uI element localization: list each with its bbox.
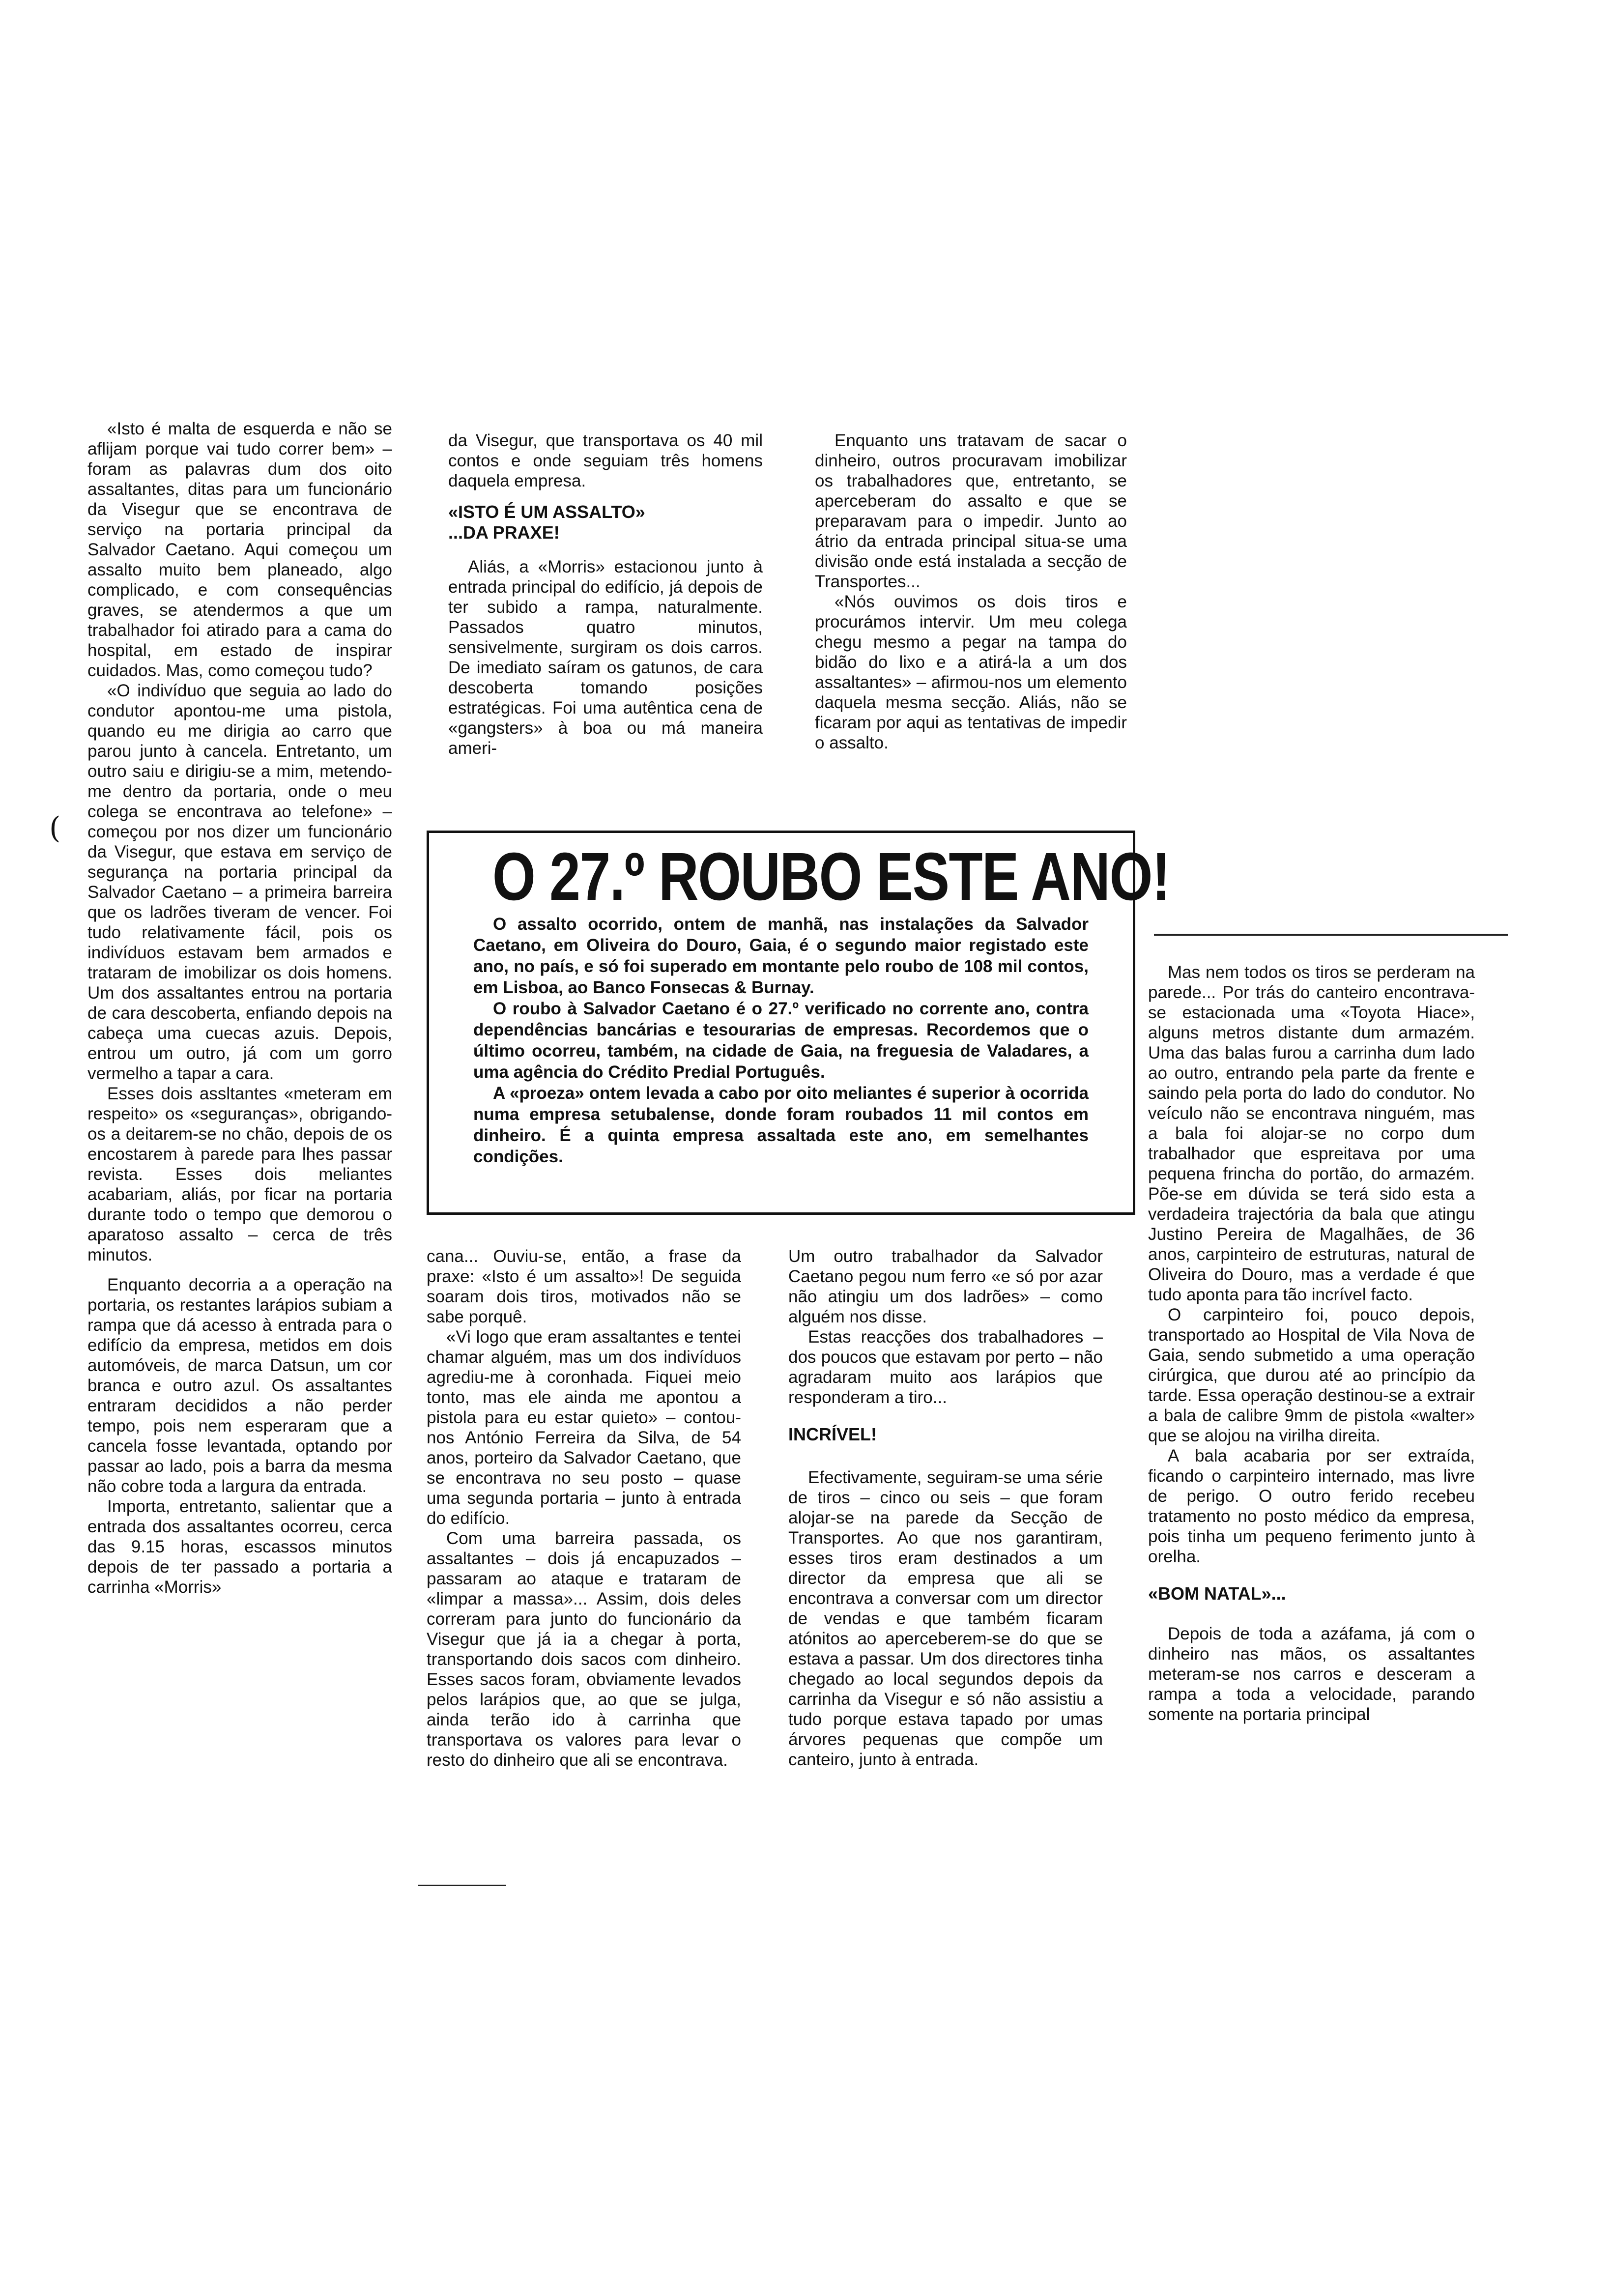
- lead-paragraph-2: O roubo à Salvador Caetano é o 27.º verificado no corrente ano, contra dependências bancárias e tesourarias de empresas. Recordemos que o último ocorreu, também, na cidade de Gaia, na freguesia de Valadares, a uma agência do Crédito Predial Português.: [473, 999, 1089, 1082]
- section-heading-incrivel: INCRÍVEL!: [788, 1424, 877, 1444]
- column-1: [87, 419, 392, 1597]
- col1-paragraph-5: Importa, entretanto, salientar que a entrada dos assaltantes ocorreu, cerca das 9.15 horas, escassos minutos depois de ter passado a portaria a carrinha «Morris»: [87, 1497, 392, 1597]
- col2b-paragraph-1: «Vi logo que eram assaltantes e tentei chamar alguém, mas um dos indivíduos agrediu-me à coronhada. Fiquei meio tonto, mas ele ainda me apontou a pistola para eu estar quieto» – contou-nos António Ferreira da Silva, de 54 anos, porteiro da Salvador Caetano, que se encontrava no seu posto – quase uma segunda portaria – junto à entrada do edifício.: [427, 1327, 741, 1528]
- col1-paragraph-3: Esses dois assltantes «meteram em respeito» os «seguranças», obrigando-os a deitarem-se no chão, depois de os encostarem à parede para lhes passar revista. Esses dois meliantes acabariam, aliás, por ficar na portaria durante todo o tempo que demorou o aparatoso assalto – cerca de três minutos.: [87, 1084, 392, 1264]
- column-2-top: [448, 430, 763, 758]
- col4-paragraph-0: Mas nem todos os tiros se perderam na parede... Por trás do canteiro encontrava-se estacionada uma «Toyota Hiace», alguns metros distante dum armazém. Uma das balas furou a carrinha dum lado ao outro, entrando pela parte da frente e saindo pela porta do lado do condutor. No veículo não se encontrava ninguém, mas a bala foi alojar-se no corpo dum trabalhador que espreitava por uma pequena frincha do portão, do armazém. Põe-se em dúvida se terá sido esta a verdadeira trajectória da bala que atingu Justino Pereira de Magalhães, de 36 anos, carpinteiro de estruturas, natural de Oliveira do Douro, mas a verdade é que tudo aponta para tão incrível facto.: [1148, 963, 1475, 1304]
- section-heading-bom-natal: «BOM NATAL»...: [1148, 1583, 1286, 1604]
- col4-paragraph-1: O carpinteiro foi, pouco depois, transportado ao Hospital de Vila Nova de Gaia, sendo submetido a uma operação cirúrgica, que durou até ao princípio da tarde. Essa operação destinou-se a extrair a bala de calibre 9mm de pistola «walter» que se alojou na virilha direita.: [1148, 1305, 1475, 1445]
- col2b-paragraph-2: Com uma barreira passada, os assaltantes – dois já encapuzados – passaram ao ataque e trataram de «limpar a massa»... Assim, dois deles correram para junto do funcionário da Visegur que já ia a chegar à porta, transportando dois sacos com dinheiro. Esses sacos foram, obviamente levados pelos larápios que, ao que se julga, ainda terão ido à carrinha que transportava os valores para levar o resto do dinheiro que ali se encontrava.: [427, 1529, 741, 1770]
- col3b-paragraph-0: Um outro trabalhador da Salvador Caetano pegou num ferro «e só por azar não atingiu um dos ladrões» – como alguém nos disse.: [788, 1247, 1103, 1326]
- headline: O 27.º ROUBO ESTE ANO!: [492, 839, 1170, 915]
- lead-text: [473, 914, 1089, 1167]
- col3b-paragraph-2: Efectivamente, seguiram-se uma série de tiros – cinco ou seis – que foram alojar-se na parede da Secção de Transportes. Ao que nos garantiram, esses tiros eram destinados a um director da empresa que ali se encontrava a conversar com um director de vendas e que também ficaram atónitos ao aperceberem-se do que se estava a passar. Um dos directores tinha chegado ao local segundos depois da carrinha da Visegur e só não assistiu a tudo porque estava tapado por umas árvores pequenas que compõe um canteiro, junto à entrada.: [788, 1468, 1103, 1769]
- section-heading-assalto-a: «ISTO É UM ASSALTO»: [448, 502, 645, 522]
- col3-paragraph-1: Enquanto uns tratavam de sacar o dinheiro, outros procuravam imobilizar os trabalhadores que, entretanto, se aperceberam do assalto e que se preparavam para o impedir. Junto ao átrio da entrada principal situa-se uma divisão onde está instalada a secção de Transportes...: [815, 431, 1127, 591]
- column-2-bottom: [427, 1246, 741, 1770]
- margin-bracket-mark: (: [49, 811, 61, 845]
- headline-box: [427, 831, 1170, 1215]
- col2-paragraph-1: Aliás, a «Morris» estacionou junto à entrada principal do edifício, já depois de ter subido a rampa, naturalmente. Passados quatro minutos, sensivelmente, surgiram os dois carros. De imediato saíram os gatunos, de cara descoberta tomando posições estratégicas. Foi uma autêntica cena de «gangsters» à boa ou má maneira ameri-: [448, 557, 763, 758]
- col4-paragraph-3: Depois de toda a azáfama, já com o dinheiro nas mãos, os assaltantes meteram-se nos carros e desceram a rampa a toda a velocidade, parando somente na portaria principal: [1148, 1624, 1475, 1724]
- col1-paragraph-2: «O indivíduo que seguia ao lado do condutor apontou-me uma pistola, quando eu me dirigia ao carro que parou junto à cancela. Entretanto, um outro saiu e dirigiu-se a mim, metendo-me dentro da portaria, onde o meu colega se encontrava ao telefone» – começou por nos dizer um funcionário da Visegur, que estava em serviço de segurança na portaria principal da Salvador Caetano – a primeira barreira que os ladrões tiveram de vencer. Foi tudo relativamente fácil, pois os indivíduos estavam bem armados e trataram de imobilizar os dois homens. Um dos assaltantes entrou na portaria de cara descoberta, enfiando depois na cabeça uma cuecas azuis. Depois, entrou um outro, já com um gorro vermelho a tapar a cara.: [87, 681, 392, 1083]
- column-3-bottom: [788, 1246, 1103, 1770]
- bottom-rule: [418, 1885, 506, 1886]
- lead-paragraph-3: A «proeza» ontem levada a cabo por oito meliantes é superior à ocorrida numa empresa setubalense, donde foram roubados 11 mil contos em dinheiro. É a quinta empresa assaltada este ano, em semelhantes condições.: [473, 1084, 1089, 1166]
- col1-paragraph-4: Enquanto decorria a a operação na portaria, os restantes larápios subiam a rampa que dá acesso à entrada para o edifício da empresa, metidos em dois automóveis, de marca Datsun, um cor branca e outro azul. Os assaltantes entraram decididos a não perder tempo, pois nem esperaram que a cancela fosse levantada, optando por passar ao lado, pois a barra da mesma não cobre toda a largura da entrada.: [87, 1275, 392, 1496]
- section-heading-assalto-b: ...DA PRAXE!: [448, 522, 560, 543]
- lead-paragraph-1: O assalto ocorrido, ontem de manhã, nas instalações da Salvador Caetano, em Oliveira do Douro, Gaia, é o segundo maior registado este ano, no país, e só foi superado em montante pelo roubo de 108 mil contos, em Lisboa, ao Banco Fonsecas & Burnay.: [473, 915, 1089, 997]
- column-3-top: [815, 430, 1127, 753]
- col1-paragraph-1: «Isto é malta de esquerda e não se aflijam porque vai tudo correr bem» – foram as palavras dum dos oito assaltantes, ditas para um funcionário da Visegur que se encontrava de serviço na portaria principal da Salvador Caetano. Aqui começou um assalto muito bem planeado, algo complicado, e com consequências graves, se atendermos a que um trabalhador foi atirado para a cama do hospital, em estado de inspirar cuidados. Mas, como começou tudo?: [87, 419, 392, 680]
- col3-paragraph-2: «Nós ouvimos os dois tiros e procurámos intervir. Um meu colega chegu mesmo a pegar na tampa do bidão do lixo e a atirá-la a um dos assaltantes» – afirmou-nos um elemento daquela mesma secção. Aliás, não se ficaram por aqui as tentativas de impedir o assalto.: [815, 592, 1127, 752]
- column-4: [1148, 962, 1475, 1724]
- col2b-paragraph-0: cana... Ouviu-se, então, a frase da praxe: «Isto é um assalto»! De seguida soaram dois tiros, motivados não se sabe porquê.: [427, 1247, 741, 1326]
- section-heading-assalto: [448, 502, 763, 543]
- col3b-paragraph-1: Estas reacções dos trabalhadores – dos poucos que estavam por perto – não agradaram muito aos larápios que responderam a tiro...: [788, 1327, 1103, 1407]
- col4-paragraph-2: A bala acabaria por ser extraída, ficando o carpinteiro internado, mas livre de perigo. O outro ferido recebeu tratamento no posto médico da empresa, pois tinha um pequeno ferimento junto à orelha.: [1148, 1446, 1475, 1566]
- col2-paragraph-0: da Visegur, que transportava os 40 mil contos e onde seguiam três homens daquela empresa.: [448, 431, 763, 490]
- col4-top-rule: [1154, 934, 1508, 936]
